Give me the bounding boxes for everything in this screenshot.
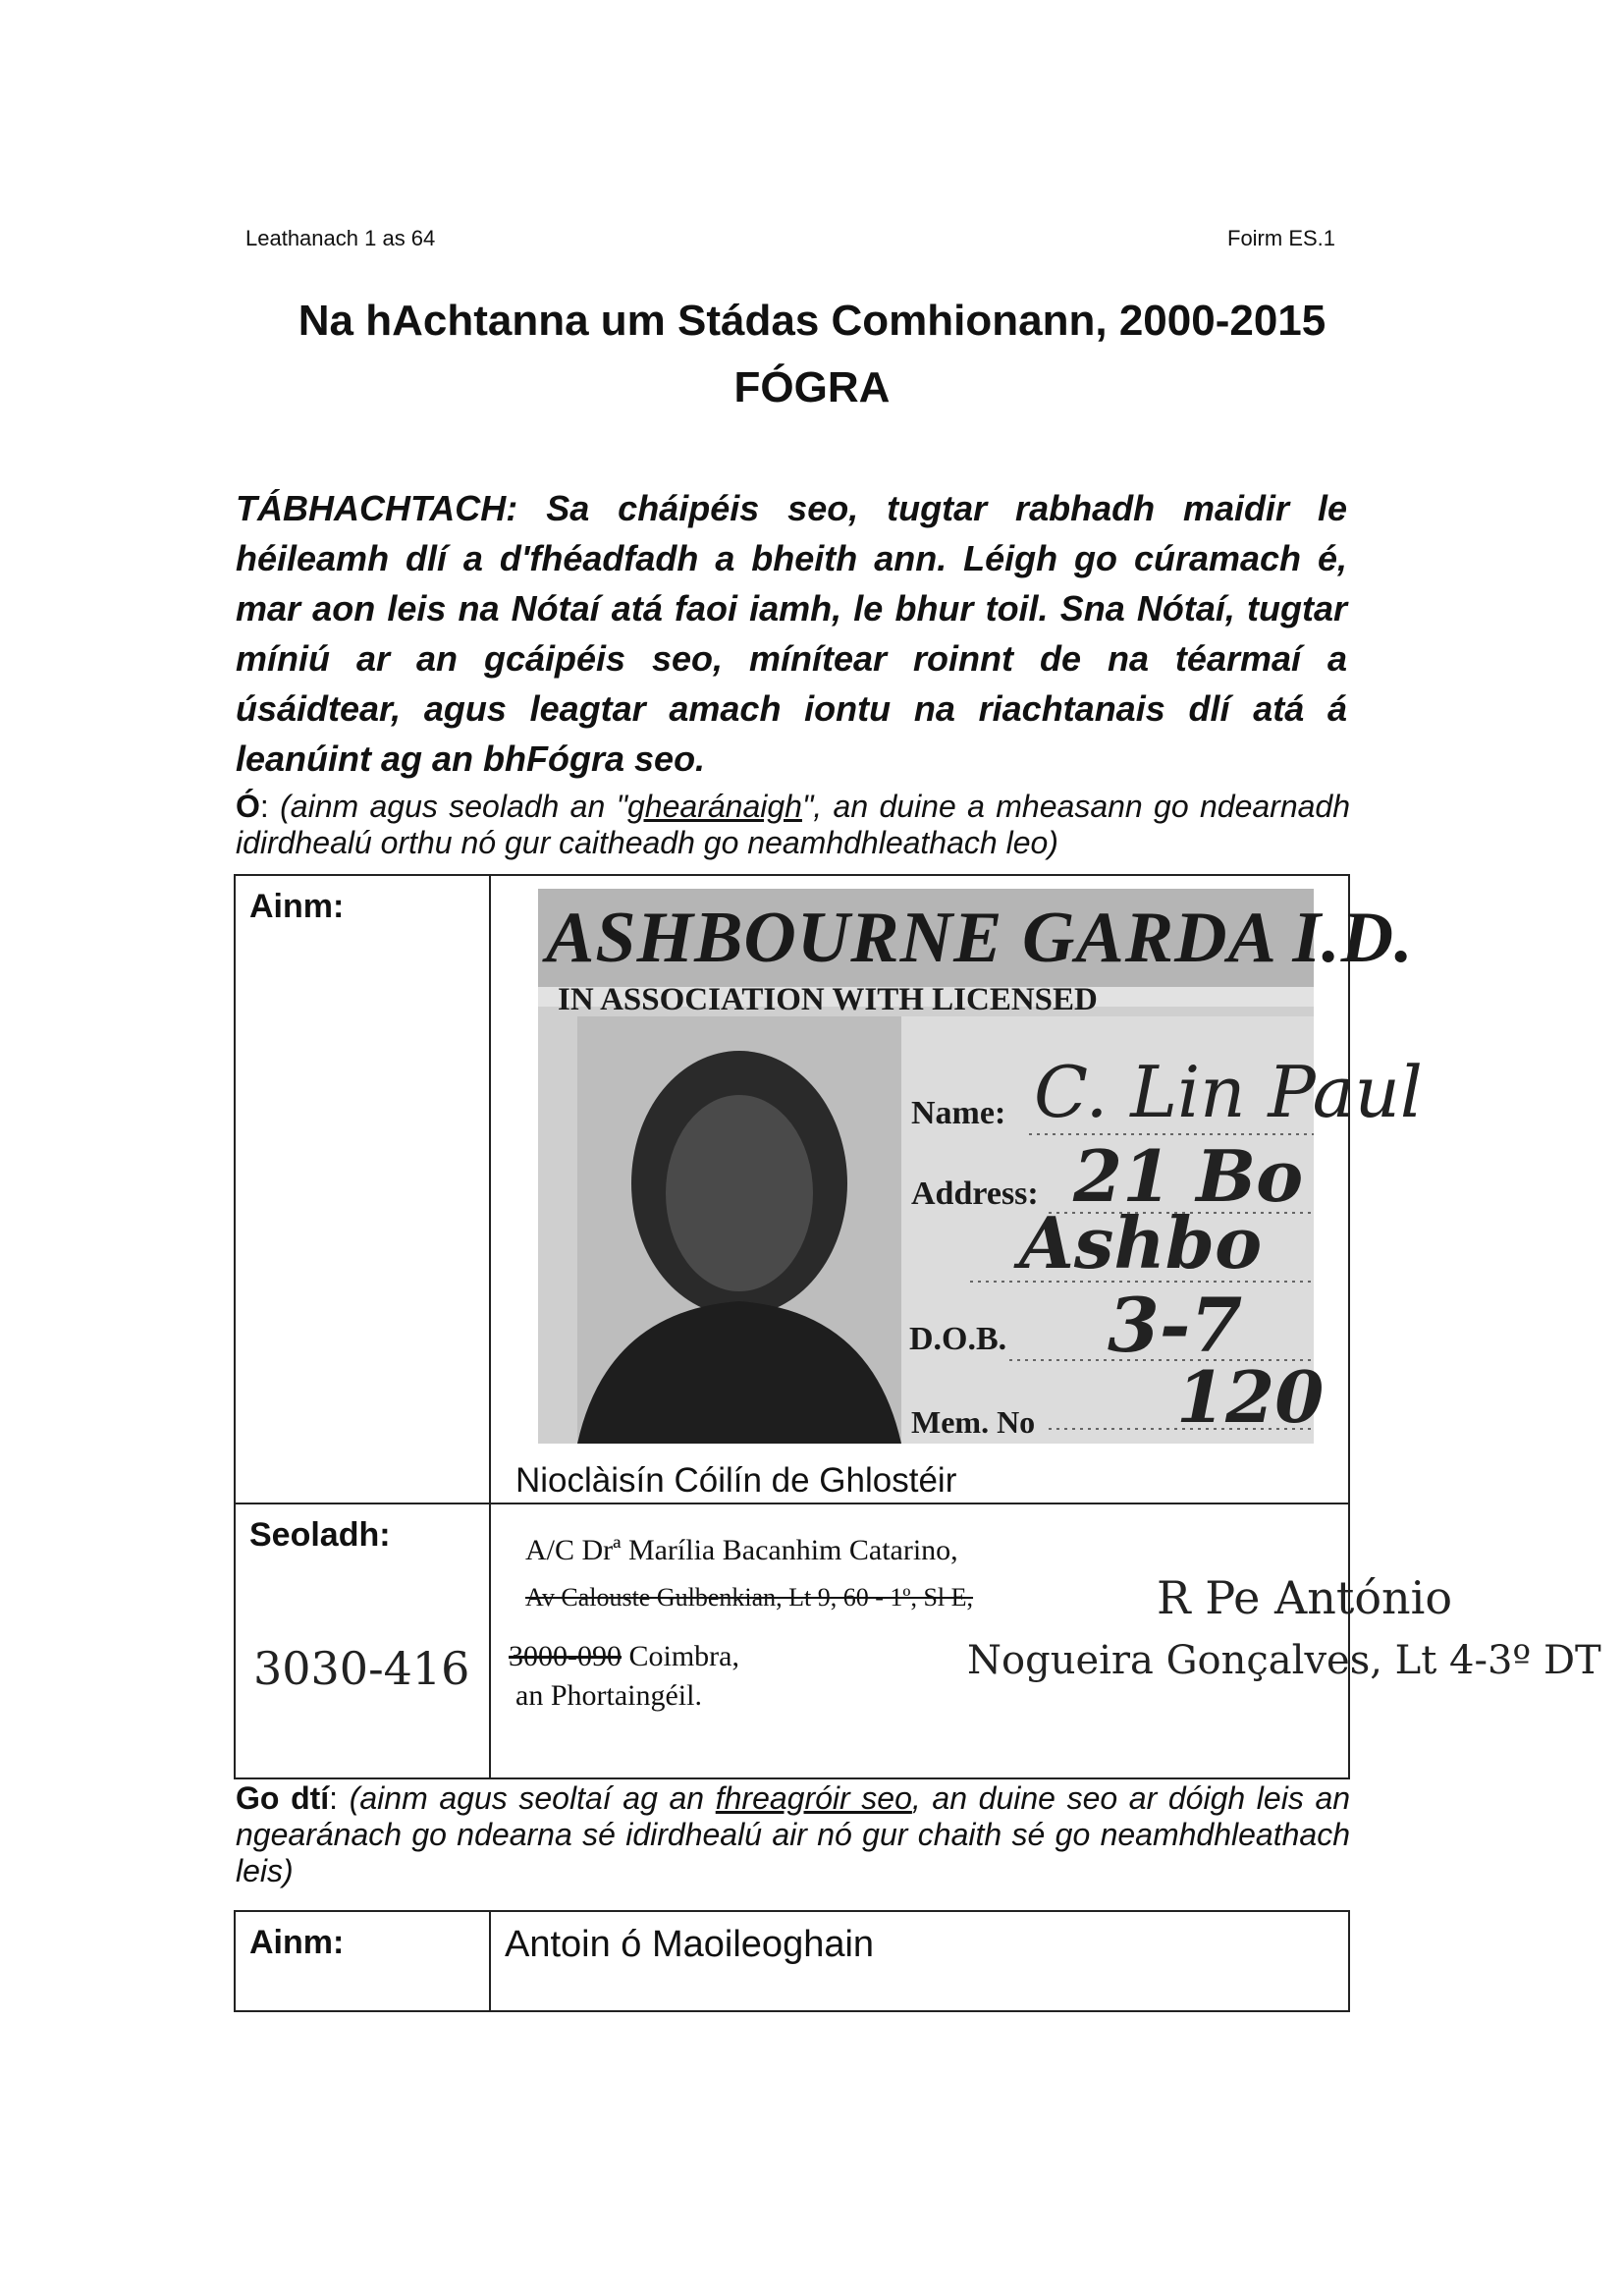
page-number: Leathanach 1 as 64	[245, 226, 436, 250]
address-line-4: an Phortaingéil.	[515, 1679, 702, 1712]
handwritten-postcode: 3030-416	[253, 1642, 470, 1695]
id-card-image	[538, 889, 1423, 1444]
complainant-term: ghearánaigh	[627, 789, 802, 824]
address-label: Seoladh:	[249, 1516, 391, 1554]
id-address-line2: Ashbo	[1019, 1201, 1263, 1285]
to-table	[234, 1910, 1350, 2012]
handwritten-street-1: R Pe António	[1157, 1571, 1453, 1624]
respondent-name: Antoin ó Maoileoghain	[505, 1924, 875, 1965]
to-name-label: Ainm:	[249, 1924, 345, 1961]
form-id: Foirm ES.1	[1227, 226, 1336, 250]
id-dob-label: D.O.B.	[909, 1321, 1007, 1357]
to-desc-before: (ainm agus seoltaí ag an	[349, 1780, 716, 1816]
old-postcode-struck: 3000-090	[509, 1640, 622, 1672]
complainant-name: Nioclàisín Cóilín de Ghlostéir	[515, 1461, 957, 1500]
from-desc-before: (ainm agus seoladh an "	[280, 789, 627, 824]
address-line-2-struck: Av Calouste Gulbenkian, Lt 9, 60 - 1º, Sl E,	[525, 1583, 974, 1612]
address-line-1: A/C Drª Marília Bacanhim Catarino,	[525, 1534, 958, 1566]
respondent-term: fhreagróir seo	[715, 1780, 912, 1816]
to-description: Go dtí: (ainm agus seoltaí ag an fhreagróir seo, an duine seo ar dóigh leis an ngearánach go ndearna sé idirdhealú air nó gur chaith sé go neamhdhleathach leis)	[236, 1780, 1351, 1888]
handwritten-street-2: Nogueira Gonçalves, Lt 4-3º DT	[967, 1638, 1601, 1683]
from-description: Ó: (ainm agus seoladh an "ghearánaigh", an duine a mheasann go ndearnadh idirdhealú orthu nó gur caitheadh go neamhdhleathach leo)	[236, 789, 1351, 860]
to-label: Go dtí	[236, 1780, 330, 1816]
to-name-value-cell	[490, 1911, 1349, 2011]
name-label-cell	[235, 875, 490, 1503]
id-club-name: ASHBOURNE GARDA I.D.	[546, 898, 1414, 978]
document-title: Na hAchtanna um Stádas Comhionann, 2000-2015	[298, 297, 1326, 345]
id-association: IN ASSOCIATION WITH LICENSED	[558, 982, 1098, 1017]
document-subtitle: FÓGRA	[733, 363, 891, 411]
id-dob-value: 3-7	[1108, 1282, 1243, 1369]
id-name-value: C. Lin Paul	[1034, 1051, 1423, 1133]
name-label: Ainm:	[249, 888, 345, 925]
to-desc-after: , an duine seo ar dóigh leis an ngearánach go ndearna sé idirdhealú air nó gur chaith sé go neamhdhleathach leis)	[236, 1780, 1351, 1888]
from-desc-after: ", an duine a mheasann go ndearnadh idirdhealú orthu nó gur caitheadh go neamhdhleathach leo)	[236, 789, 1351, 860]
city: Coimbra,	[622, 1640, 739, 1672]
id-name-label: Name:	[911, 1095, 1006, 1131]
id-mem-label: Mem. No	[911, 1404, 1036, 1440]
important-notice: TÁBHACHTACH: Sa cháipéis seo, tugtar rabhadh maidir le héileamh dlí a d'fhéadfadh a bheith ann. Léigh go cúramach é, mar aon leis na Nótaí atá faoi iamh, le bhur toil. Sna Nótaí, tugtar míniú ar an gcáipéis seo, mínítear roinnt de na téarmaí a úsáidtear, agus leagtar amach iontu na riachtanais dlí atá á leanúint ag an bhFógra seo.	[236, 488, 1347, 779]
id-address-label: Address:	[911, 1175, 1039, 1212]
id-mem-value: 120	[1176, 1355, 1325, 1439]
address-line-3	[509, 1640, 739, 1673]
id-address-value: 21 Bo	[1073, 1134, 1304, 1218]
to-name-label-cell	[235, 1911, 490, 2011]
address-label-cell	[235, 1503, 490, 1778]
from-label: Ó	[236, 789, 260, 824]
